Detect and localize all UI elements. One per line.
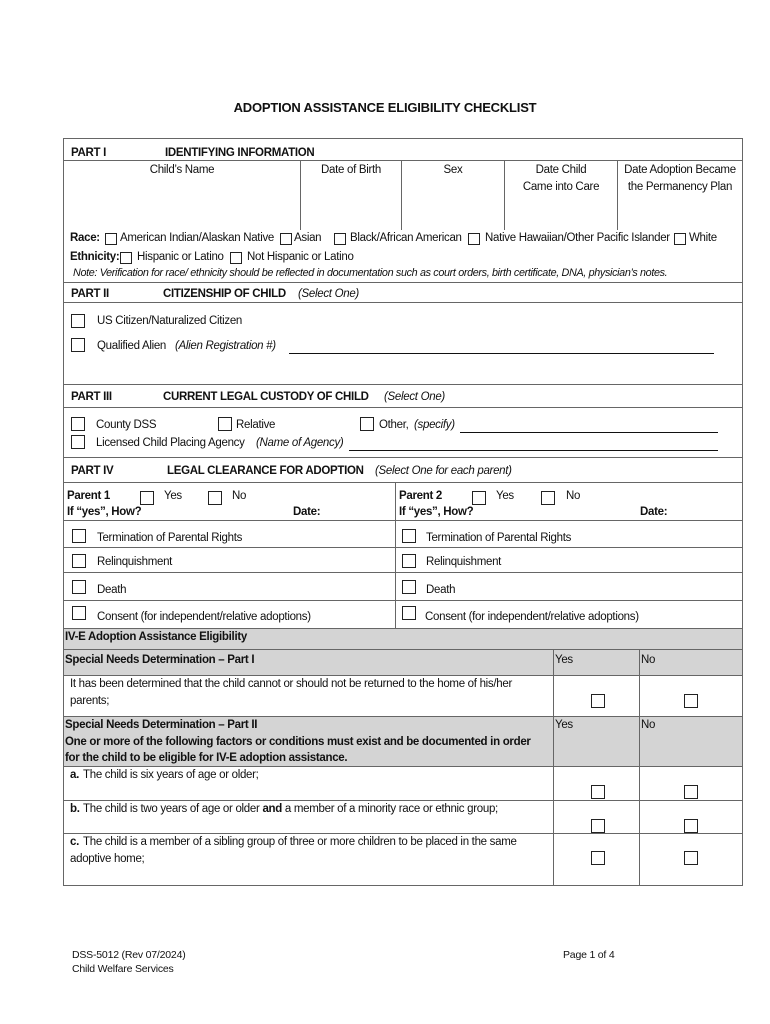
col-date-adoption-plan-2: the Permanency Plan	[627, 181, 733, 193]
relative-checkbox[interactable]	[218, 417, 232, 431]
race-option-label: Black/African American	[350, 232, 462, 244]
divider	[64, 160, 742, 161]
parent2-yes-checkbox[interactable]	[472, 491, 486, 505]
race-checkbox[interactable]	[280, 233, 292, 245]
part4-hint: (Select One for each parent)	[375, 465, 512, 477]
parent1-label: Parent 1	[67, 490, 110, 502]
col-date-came-into-care: Date Child	[535, 164, 587, 176]
ive-heading: IV-E Adoption Assistance Eligibility	[65, 631, 247, 643]
ethnicity-option-label: Hispanic or Latino	[137, 251, 224, 263]
part2-label: PART II	[71, 288, 109, 300]
alien-registration-hint: (Alien Registration #)	[175, 340, 276, 352]
col-date-of-birth: Date of Birth	[320, 164, 382, 176]
parent1-relinquishment-label: Relinquishment	[97, 556, 173, 568]
race-checkbox[interactable]	[105, 233, 117, 245]
part4-heading: LEGAL CLEARANCE FOR ADOPTION	[167, 465, 364, 477]
col-date-came-into-care-2: Came into Care	[522, 181, 600, 193]
ethnicity-label: Ethnicity:	[70, 251, 120, 263]
part2-heading: CITIZENSHIP OF CHILD	[163, 288, 286, 300]
divider	[553, 766, 554, 886]
item-b-text	[83, 803, 498, 815]
parent1-no-checkbox[interactable]	[208, 491, 222, 505]
parent2-death-checkbox[interactable]	[402, 580, 416, 594]
divider	[64, 833, 742, 834]
race-note: Note: Verification for race/ ethnicity should be reflected in documentation such as court orders, birth certificate, DNA, physician’s notes.	[73, 267, 668, 279]
parent1-tpr-label: Termination of Parental Rights	[97, 532, 243, 544]
parent1-consent-checkbox[interactable]	[72, 606, 86, 620]
us-citizen-checkbox[interactable]	[71, 314, 85, 328]
county-dss-label: County DSS	[96, 419, 157, 431]
parent1-yes-checkbox[interactable]	[140, 491, 154, 505]
parent2-consent-checkbox[interactable]	[402, 606, 416, 620]
parent2-no-label: No	[566, 490, 581, 502]
parent2-consent-label: Consent (for independent/relative adoptions)	[425, 611, 639, 623]
parent1-how-label: If “yes”, How?	[67, 506, 142, 518]
item-c-text: The child is a member of a sibling group of three or more children to be placed in the same	[83, 836, 517, 848]
form-id: DSS-5012 (Rev 07/2024)	[72, 949, 186, 961]
part3-heading: CURRENT LEGAL CUSTODY OF CHILD	[163, 391, 369, 403]
divider	[395, 482, 396, 628]
item-c-text-2: adoptive home;	[70, 853, 145, 865]
parent1-consent-label: Consent (for independent/relative adoptions)	[97, 611, 311, 623]
parent2-date-label: Date:	[640, 506, 668, 518]
agency-name-hint: (Name of Agency)	[256, 437, 344, 449]
item-c-no-checkbox[interactable]	[684, 851, 698, 865]
divider	[553, 716, 554, 766]
item-b-and: and	[262, 803, 282, 815]
snd1-yes-header: Yes	[555, 654, 573, 666]
divider	[64, 766, 742, 767]
parent2-relinquishment-checkbox[interactable]	[402, 554, 416, 568]
other-custody-checkbox[interactable]	[360, 417, 374, 431]
divider	[639, 716, 640, 766]
divider	[553, 649, 554, 716]
part3-label: PART III	[71, 391, 112, 403]
part4-label: PART IV	[71, 465, 114, 477]
relative-label: Relative	[236, 419, 276, 431]
item-c-label: c.	[70, 836, 79, 848]
item-b-label: b.	[70, 803, 80, 815]
divider	[64, 302, 742, 303]
snd1-no-header: No	[641, 654, 656, 666]
other-custody-label: Other,	[379, 419, 409, 431]
snd1-text-2: parents;	[70, 695, 110, 707]
race-option-label: Native Hawaiian/Other Pacific Islander	[485, 232, 670, 244]
alien-registration-line[interactable]	[289, 353, 714, 354]
snd2-heading: Special Needs Determination – Part II	[65, 719, 258, 731]
item-b-text-part2: a member of a minority race or ethnic group;	[284, 803, 498, 815]
race-checkbox[interactable]	[468, 233, 480, 245]
divider	[639, 766, 640, 886]
parent2-relinquishment-label: Relinquishment	[426, 556, 502, 568]
race-option-label: White	[689, 232, 717, 244]
licensed-agency-checkbox[interactable]	[71, 435, 85, 449]
item-b-no-checkbox[interactable]	[684, 819, 698, 833]
item-b-yes-checkbox[interactable]	[591, 819, 605, 833]
divider	[64, 800, 742, 801]
divider	[64, 600, 742, 601]
item-a-yes-checkbox[interactable]	[591, 785, 605, 799]
part3-hint: (Select One)	[384, 391, 445, 403]
snd1-no-checkbox[interactable]	[684, 694, 698, 708]
col-childs-name: Child’s Name	[149, 164, 215, 176]
item-c-yes-checkbox[interactable]	[591, 851, 605, 865]
parent1-death-checkbox[interactable]	[72, 580, 86, 594]
parent1-yes-label: Yes	[164, 490, 182, 502]
parent2-death-label: Death	[426, 584, 456, 596]
parent2-how-label: If “yes”, How?	[399, 506, 474, 518]
divider	[639, 649, 640, 716]
divider	[64, 572, 742, 573]
item-a-label: a.	[70, 769, 79, 781]
divider	[64, 282, 742, 283]
parent2-tpr-label: Termination of Parental Rights	[426, 532, 572, 544]
parent1-relinquishment-checkbox[interactable]	[72, 554, 86, 568]
parent2-yes-label: Yes	[496, 490, 514, 502]
licensed-agency-label: Licensed Child Placing Agency	[96, 437, 245, 449]
page-number: Page 1 of 4	[563, 949, 615, 961]
divider	[64, 675, 742, 676]
other-specify-line[interactable]	[460, 432, 718, 433]
part1-label: PART I	[71, 147, 107, 159]
page-title: ADOPTION ASSISTANCE ELIGIBILITY CHECKLIST	[233, 100, 537, 115]
snd2-yes-header: Yes	[555, 719, 573, 731]
agency-name-line[interactable]	[349, 450, 718, 451]
divider	[64, 547, 742, 548]
snd2-text: One or more of the following factors or conditions must exist and be documented in order	[65, 736, 531, 748]
checklist-form	[63, 138, 743, 886]
item-a-no-checkbox[interactable]	[684, 785, 698, 799]
parent2-label: Parent 2	[399, 490, 442, 502]
ethnicity-option-label: Not Hispanic or Latino	[247, 251, 354, 263]
parent1-tpr-checkbox[interactable]	[72, 529, 86, 543]
item-b-text-part1: The child is two years of age or older	[83, 803, 260, 815]
divider	[64, 520, 742, 521]
ethnicity-checkbox[interactable]	[120, 252, 132, 264]
snd2-no-header: No	[641, 719, 656, 731]
divider	[64, 457, 742, 458]
snd1-text: It has been determined that the child cannot or should not be returned to the home of his/her	[70, 678, 512, 690]
parent2-tpr-checkbox[interactable]	[402, 529, 416, 543]
snd1-heading: Special Needs Determination – Part I	[65, 654, 255, 666]
qualified-alien-checkbox[interactable]	[71, 338, 85, 352]
race-checkbox[interactable]	[674, 233, 686, 245]
divider	[64, 384, 742, 385]
race-option-label: American Indian/Alaskan Native	[120, 232, 274, 244]
parent1-no-label: No	[232, 490, 247, 502]
race-label: Race:	[70, 232, 100, 244]
divider	[64, 482, 742, 483]
col-sex: Sex	[443, 164, 463, 176]
parent1-date-label: Date:	[293, 506, 321, 518]
division-name: Child Welfare Services	[72, 963, 174, 975]
parent2-no-checkbox[interactable]	[541, 491, 555, 505]
col-date-adoption-plan: Date Adoption Became	[624, 164, 736, 176]
us-citizen-label: US Citizen/Naturalized Citizen	[97, 315, 243, 327]
part1-heading: IDENTIFYING INFORMATION	[165, 147, 315, 159]
part2-hint: (Select One)	[298, 288, 359, 300]
divider	[64, 628, 742, 629]
other-specify-hint: (specify)	[414, 419, 455, 431]
divider	[64, 407, 742, 408]
qualified-alien-label: Qualified Alien	[97, 340, 167, 352]
item-a-text: The child is six years of age or older;	[83, 769, 259, 781]
snd2-text-2: for the child to be eligible for IV-E adoption assistance.	[65, 752, 348, 764]
parent1-death-label: Death	[97, 584, 127, 596]
race-option-label: Asian	[294, 232, 322, 244]
ethnicity-checkbox[interactable]	[230, 252, 242, 264]
snd1-yes-checkbox[interactable]	[591, 694, 605, 708]
county-dss-checkbox[interactable]	[71, 417, 85, 431]
race-checkbox[interactable]	[334, 233, 346, 245]
